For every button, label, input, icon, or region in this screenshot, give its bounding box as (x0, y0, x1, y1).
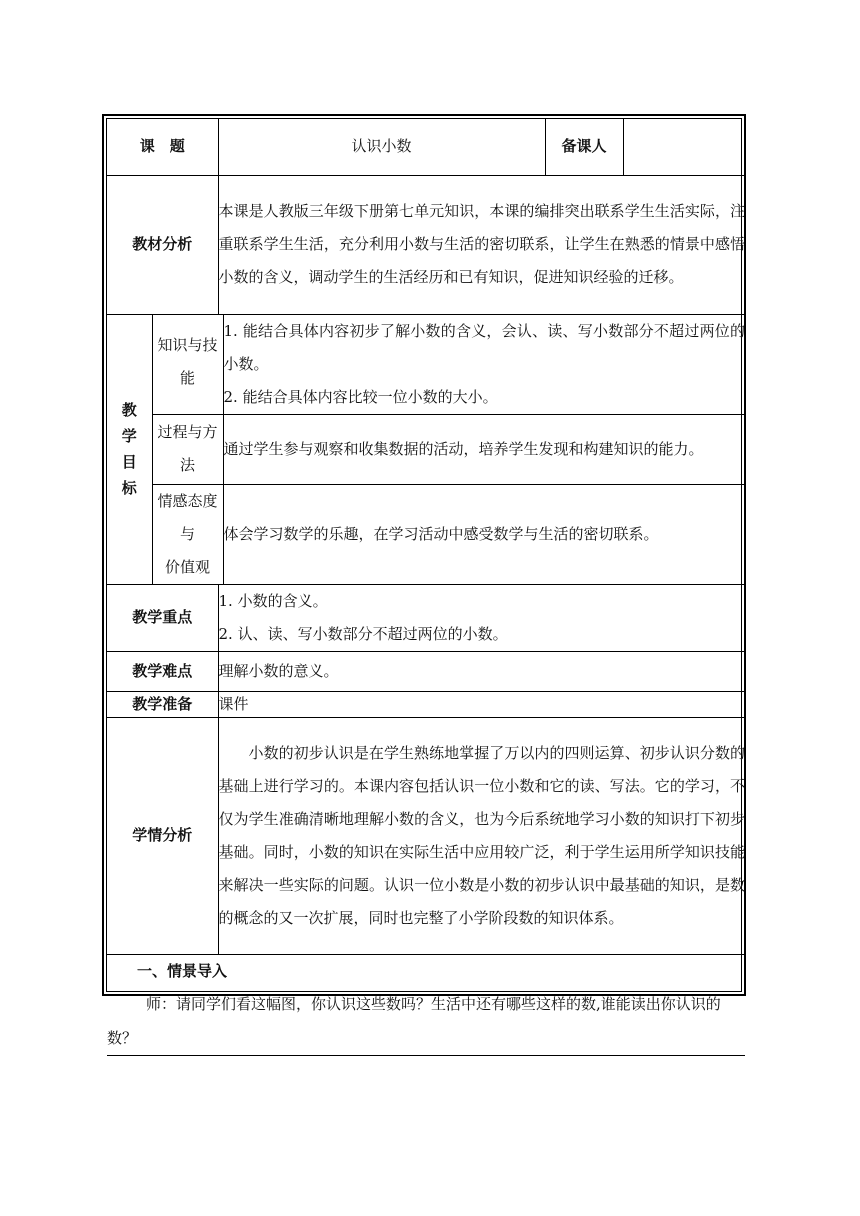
intro-heading: 一、情景导入 (137, 961, 228, 980)
material-analysis-text: 本课是人教版三年级下册第七单元知识，本课的编排突出联系学生生活实际，注重联系学生生活，充分利用小数与生活的密切联系，让学生在熟悉的情景中感悟小数的含义，调动学生的生活经历和已有知识，促进知识经验的迁移。 (218, 175, 745, 314)
key-points-row (107, 584, 745, 651)
lesson-plan-inner-frame (106, 118, 746, 1047)
difficulty-row (107, 651, 745, 691)
student-analysis-label: 学情分析 (107, 717, 218, 954)
process-label: 过程与方法 (152, 414, 223, 484)
objective-knowledge-row (107, 314, 745, 414)
knowledge-label: 知识与技能 (152, 314, 223, 414)
key-point-item: 2. 认、读、写小数部分不超过两位的小数。 (218, 624, 508, 643)
topic-value: 认识小数 (218, 119, 545, 175)
key-points-content (218, 584, 745, 651)
objectives-label-char: 标 (121, 479, 137, 497)
emotion-label-line: 情感态度与 (157, 491, 218, 543)
preparation-text: 课件 (218, 691, 745, 717)
preparer-label: 备课人 (545, 119, 623, 175)
difficulty-text: 理解小数的意义。 (218, 651, 745, 691)
objective-emotion-row (107, 484, 745, 584)
emotion-text: 体会学习数学的乐趣，在学习活动中感受数学与生活的密切联系。 (223, 484, 745, 584)
lesson-plan-table (107, 119, 745, 1056)
student-analysis-text: 小数的初步认识是在学生熟练地掌握了万以内的四则运算、初步认识分数的基础上进行学习的。本课内容包括认识一位小数和它的读、写法。它的学习，不仅为学生准确清晰地理解小数的含义，也为今后系统地学习小数的知识打下初步基础。同时，小数的知识在实际生活中应用较广泛，利于学生运用所学知识技能来解决一些实际的问题。认识一位小数是小数的初步认识中最基础的知识，是数的概念的又一次扩展，同时也完整了小学阶段数的知识体系。 (218, 717, 745, 954)
objectives-label-char: 目 (121, 453, 137, 471)
intro-section (107, 954, 745, 1055)
topic-label: 课 题 (107, 119, 218, 175)
emotion-label-line: 价值观 (165, 557, 211, 576)
material-analysis-row (107, 175, 745, 314)
objectives-label (107, 314, 152, 584)
preparation-label: 教学准备 (107, 691, 218, 717)
key-points-label: 教学重点 (107, 584, 218, 651)
header-row (107, 119, 745, 175)
intro-text: 师：请同学们看这幅图，你认识这些数吗？生活中还有哪些这样的数,谁能读出你认识的数？ (107, 994, 721, 1047)
lesson-plan-frame (102, 114, 746, 1047)
material-analysis-label: 教材分析 (107, 175, 218, 314)
objectives-label-char: 学 (121, 427, 137, 445)
process-text: 通过学生参与观察和收集数据的活动，培养学生发现和构建知识的能力。 (223, 414, 745, 484)
difficulty-label: 教学难点 (107, 651, 218, 691)
student-analysis-row (107, 717, 745, 954)
intro-row (107, 954, 745, 1055)
emotion-label (152, 484, 223, 584)
knowledge-item: 2. 能结合具体内容比较一位小数的大小。 (223, 387, 498, 406)
objectives-label-char: 教 (121, 401, 137, 419)
objective-process-row (107, 414, 745, 484)
knowledge-item: 1. 能结合具体内容初步了解小数的含义，会认、读、写小数部分不超过两位的小数。 (223, 321, 746, 373)
preparer-value (623, 119, 745, 175)
preparation-row (107, 691, 745, 717)
knowledge-content (223, 314, 745, 414)
key-point-item: 1. 小数的含义。 (218, 591, 328, 610)
